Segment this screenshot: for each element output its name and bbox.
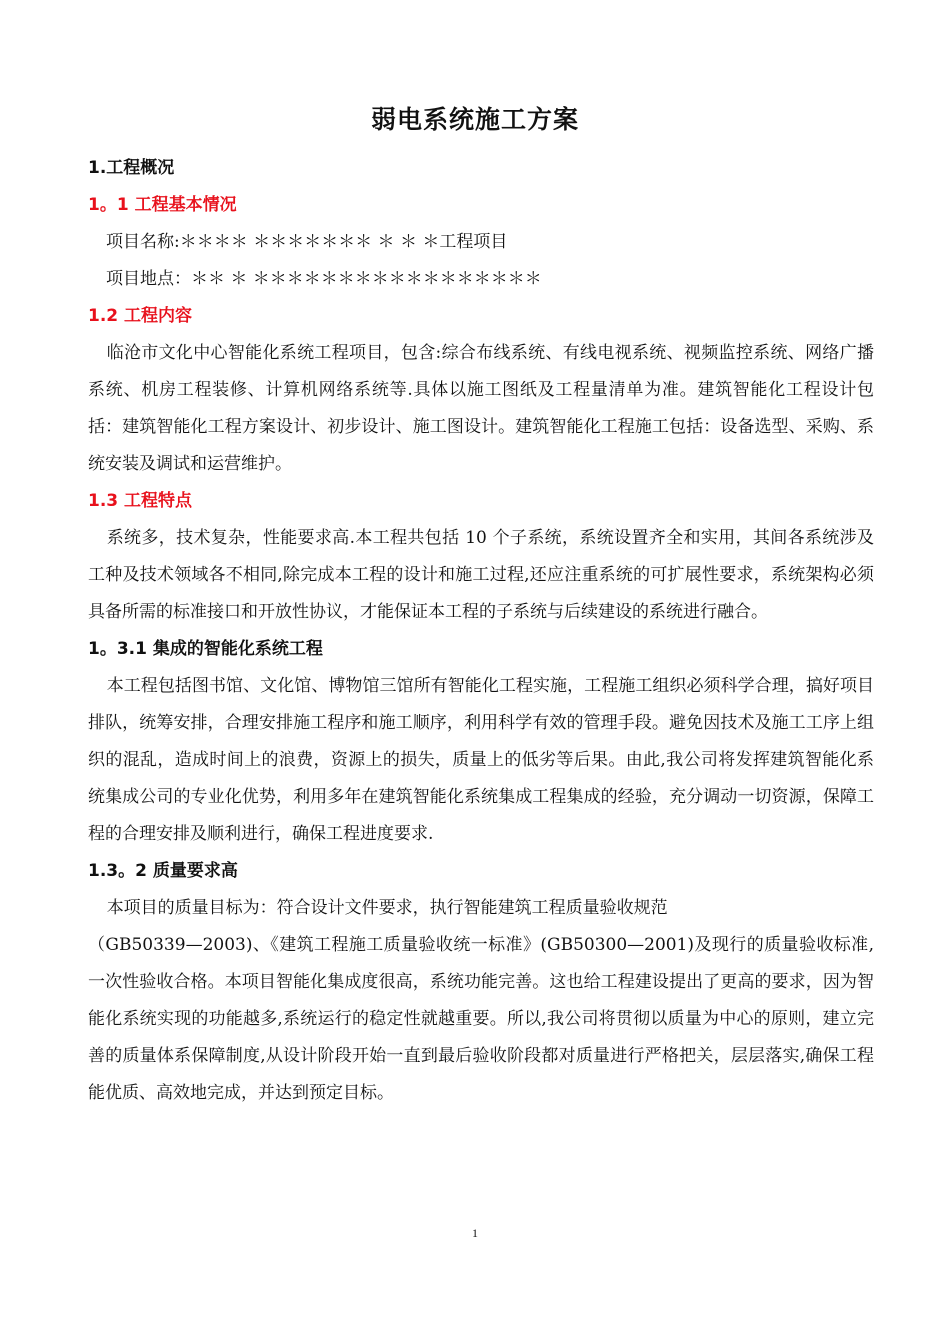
paragraph-1-2: 临沧市文化中心智能化系统工程项目，包含:综合布线系统、有线电视系统、视频监控系统、网络广播系统、机房工程装修、计算机网络系统等.具体以施工图纸及工程量清单为准。建筑智能化工程设计包括：建筑智能化工程方案设计、初步设计、施工图设计。建筑智能化工程施工包括：设备选型、采购、系统安装及调试和运营维护。 <box>88 343 874 474</box>
paragraph-1-3: 系统多，技术复杂，性能要求高.本工程共包括 10 个子系统，系统设置齐全和实用，其间各系统涉及工种及技术领域各不相同,除完成本工程的设计和施工过程,还应注重系统的可扩展性要求，系统架构必须具备所需的标准接口和开放性协议，才能保证本工程的子系统与后续建设的系统进行融合。 <box>88 528 874 622</box>
heading-1-2: 1.2 工程内容 <box>88 306 193 326</box>
heading-1-3-1: 1。3.1 集成的智能化系统工程 <box>88 639 323 659</box>
project-name-line: 项目名称:＊＊＊＊ ＊＊＊＊＊＊＊ ＊ ＊ ＊工程项目 <box>106 232 508 252</box>
heading-1-1: 1。1 工程基本情况 <box>88 195 237 215</box>
heading-1-3-2: 1.3。2 质量要求高 <box>88 861 238 881</box>
document-title: 弱电系统施工方案 <box>370 105 579 134</box>
heading-1: 1.工程概况 <box>88 158 175 178</box>
heading-1-3: 1.3 工程特点 <box>88 491 193 511</box>
paragraph-1-3-1: 本工程包括图书馆、文化馆、博物馆三馆所有智能化工程实施，工程施工组织必须科学合理，搞好项目排队，统筹安排，合理安排施工程序和施工顺序，利用科学有效的管理手段。避免因技术及施工工序上组织的混乱，造成时间上的浪费，资源上的损失，质量上的低劣等后果。由此,我公司将发挥建筑智能化系统集成公司的专业化优势，利用多年在建筑智能化系统集成工程集成的经验，充分调动一切资源，保障工程的合理安排及顺利进行，确保工程进度要求. <box>88 676 874 844</box>
paragraph-1-3-2-body: （GB50339—2003)、《建筑工程施工质量验收统一标准》(GB50300—2001)及现行的质量验收标准,一次性验收合格。本项目智能化集成度很高，系统功能完善。这也给工程建设提出了更高的要求，因为智能化系统实现的功能越多,系统运行的稳定性就越重要。所以,我公司将贯彻以质量为中心的原则，建立完善的质量体系保障制度,从设计阶段开始一直到最后验收阶段都对质量进行严格把关，层层落实,确保工程能优质、高效地完成，并达到预定目标。 <box>88 935 874 1103</box>
project-location-line: 项目地点：＊＊ ＊ ＊＊＊＊＊＊＊＊＊＊＊＊＊＊＊＊＊ <box>106 269 542 289</box>
document-body <box>88 150 874 1112</box>
paragraph-1-3-2-intro: 本项目的质量目标为：符合设计文件要求，执行智能建筑工程质量验收规范 <box>106 898 668 918</box>
page-number: 1 <box>472 1226 478 1240</box>
